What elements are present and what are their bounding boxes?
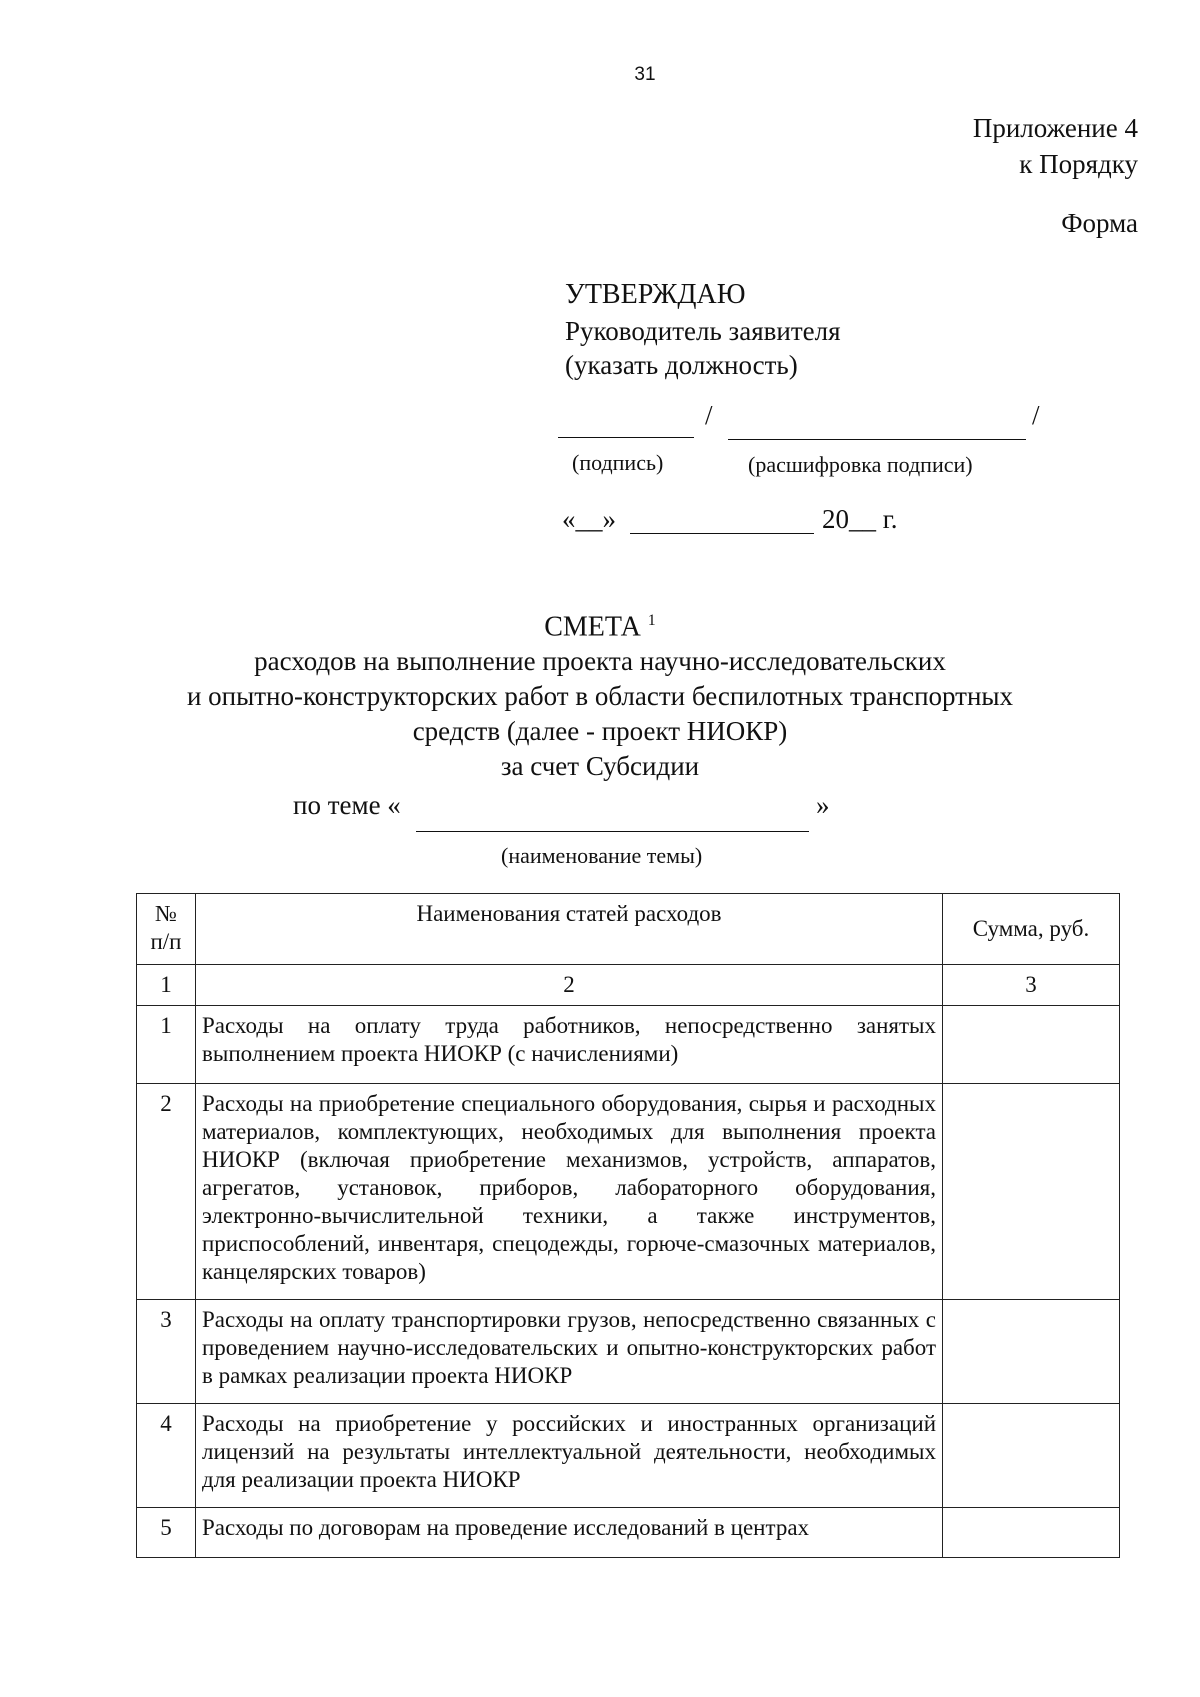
signature-line — [558, 437, 694, 438]
row-num: 3 — [137, 1300, 196, 1404]
row-sum — [943, 1084, 1120, 1300]
date-day: «__» — [562, 504, 616, 534]
approval-position: Руководитель заявителя — [565, 316, 841, 346]
row-num: 1 — [137, 1006, 196, 1084]
annex-line-1: Приложение 4 — [972, 113, 1138, 143]
theme-prefix: по теме « — [293, 790, 401, 820]
row-name: Расходы на приобретение у российских и иностранных организаций лицензий на результаты интеллектуальной деятельности, необходимых для реализации проекта НИОКР — [196, 1404, 943, 1508]
title-line-4: за счет Субсидии — [500, 751, 700, 782]
title-line-1: расходов на выполнение проекта научно-исследовательских — [254, 646, 946, 677]
page-number: 31 — [634, 64, 656, 85]
table-header-row — [137, 894, 1120, 965]
table-row — [137, 1006, 1120, 1084]
title-word: СМЕТА — [544, 611, 641, 643]
row-sum — [943, 1508, 1120, 1558]
form-label: Форма — [1061, 208, 1138, 238]
signature-caption: (подпись) — [572, 450, 664, 475]
signature-decoding-caption: (расшифровка подписи) — [748, 452, 973, 477]
date-year: 20__ г. — [822, 504, 898, 534]
title-main — [0, 603, 1200, 644]
index-cell-2: 2 — [196, 965, 943, 1006]
table-row — [137, 1508, 1120, 1558]
row-name: Расходы на приобретение специального оборудования, сырья и расходных материалов, комплектующих, необходимых для выполнения проекта НИОКР (включая приобретение механизмов, устройств, аппаратов, агрегатов, установок, приборов, лабораторного оборудования, электронно-вычислительной техники, а также инструментов, приспособлений, инвентаря, спецодежды, горюче-смазочных материалов, канцелярских товаров) — [196, 1084, 943, 1300]
row-name: Расходы на оплату транспортировки грузов, непосредственно связанных с проведением научно-исследовательских и опытно-конструкторских работ в рамках реализации проекта НИОКР — [196, 1300, 943, 1404]
signature-slash: / — [705, 400, 713, 430]
approval-heading: УТВЕРЖДАЮ — [565, 279, 746, 310]
index-cell-1: 1 — [137, 965, 196, 1006]
row-num: 5 — [137, 1508, 196, 1558]
header-sum: Сумма, руб. — [943, 894, 1120, 965]
row-sum — [943, 1006, 1120, 1084]
approval-block — [565, 278, 841, 382]
title-line-2: и опытно-конструкторских работ в области беспилотных транспортных — [186, 681, 1014, 712]
row-name: Расходы по договорам на проведение исследований в центрах — [196, 1508, 943, 1558]
row-name: Расходы на оплату труда работников, непосредственно занятых выполнением проекта НИОКР (с начислениями) — [196, 1006, 943, 1084]
cost-estimate-table — [136, 893, 1120, 1558]
title-line-3: средств (далее - проект НИОКР) — [412, 716, 788, 747]
footnote-mark: 1 — [647, 612, 656, 629]
table-index-row — [137, 965, 1120, 1006]
approval-position-hint: (указать должность) — [565, 350, 798, 380]
row-num: 4 — [137, 1404, 196, 1508]
theme-line — [416, 831, 809, 832]
table-row — [137, 1084, 1120, 1300]
theme-caption: (наименование темы) — [501, 843, 703, 868]
table-row — [137, 1404, 1120, 1508]
row-num: 2 — [137, 1084, 196, 1300]
document-title — [0, 603, 1200, 784]
row-sum — [943, 1404, 1120, 1508]
table-row — [137, 1300, 1120, 1404]
theme-suffix: » — [816, 790, 830, 820]
signature-decoding-slash: / — [1032, 400, 1040, 430]
annex-reference — [973, 110, 1138, 182]
approval-date — [562, 504, 616, 535]
signature-decoding-line — [728, 439, 1026, 440]
header-num: № п/п — [137, 894, 196, 965]
date-month-line — [630, 533, 814, 534]
row-sum — [943, 1300, 1120, 1404]
header-name: Наименования статей расходов — [196, 894, 943, 965]
annex-line-2: к Порядку — [1019, 149, 1138, 179]
index-cell-3: 3 — [943, 965, 1120, 1006]
